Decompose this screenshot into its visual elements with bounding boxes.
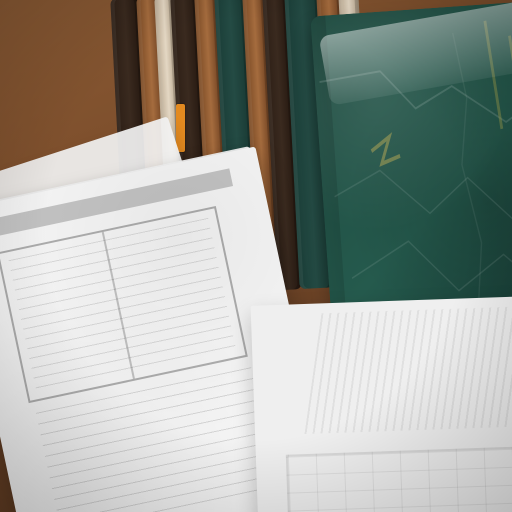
printed-paper-text-block	[304, 304, 512, 434]
worksheet-table	[0, 206, 248, 403]
printed-paper	[251, 294, 512, 512]
green-book-cover	[310, 0, 512, 346]
printed-paper-table	[286, 443, 512, 512]
worksheet-table-rows	[9, 218, 236, 391]
orange-bookmark-tab	[176, 104, 185, 152]
